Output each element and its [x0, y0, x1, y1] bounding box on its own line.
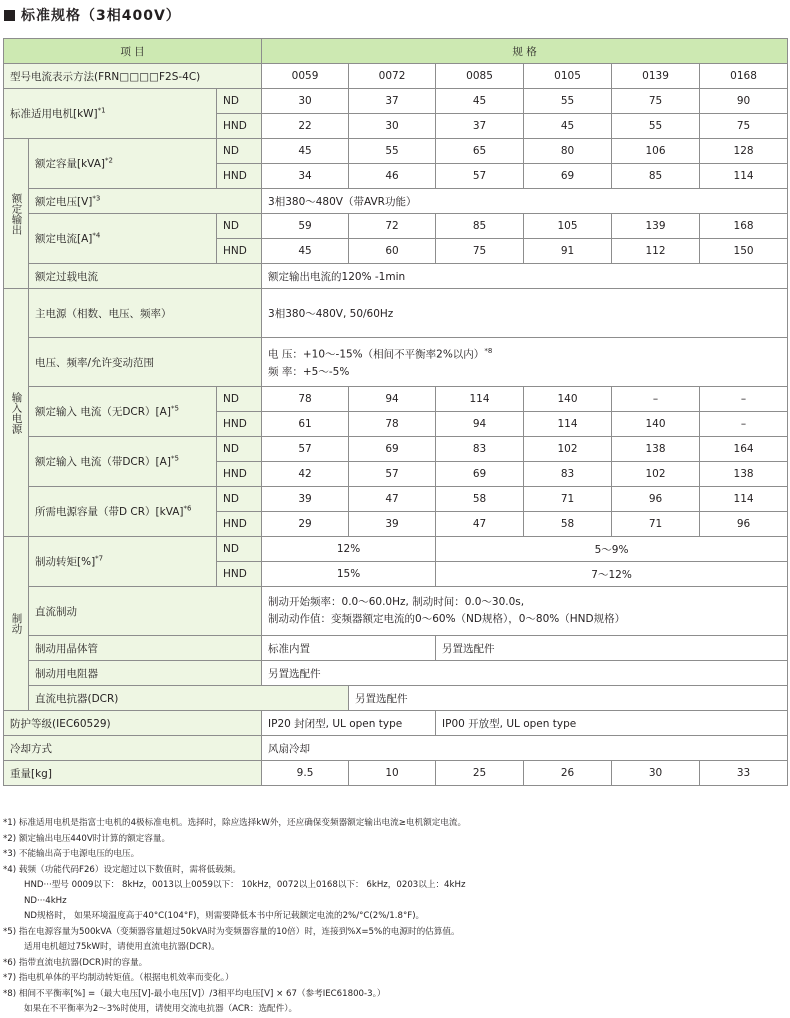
dcr-label: 直流电抗器(DCR) [29, 686, 349, 711]
footnote: *6) 指带直流电抗器(DCR)时的容量。 [3, 957, 148, 968]
title-square-icon [4, 10, 15, 21]
header-item: 项 目 [4, 39, 262, 64]
footnote: *5) 指在电源容量为500kVA（变频器容量超过50kVA时为变频器容量的10倍）时，连接到%X=5%的电源时的估算值。 [3, 926, 460, 937]
model-label: 型号电流表示方法(FRN□□□□F2S-4C) [4, 64, 262, 89]
table-cell: 30 [349, 114, 436, 139]
table-cell: 106 [612, 139, 700, 164]
table-cell: – [612, 387, 700, 412]
nd-label: ND [217, 487, 262, 512]
table-row [4, 189, 788, 214]
table-cell: 114 [436, 387, 524, 412]
model-cell: 0085 [436, 64, 524, 89]
table-cell: 12% [262, 537, 436, 562]
table-cell: 140 [524, 387, 612, 412]
table-row [4, 636, 788, 661]
table-cell: 105 [524, 214, 612, 239]
hnd-label: HND [217, 239, 262, 264]
table-cell: – [700, 412, 788, 437]
table-row [4, 686, 788, 711]
table-cell: 69 [524, 164, 612, 189]
transistor-value-b: 另置选配件 [436, 636, 788, 661]
table-cell: 114 [700, 164, 788, 189]
table-cell: 69 [436, 462, 524, 487]
table-row [4, 264, 788, 289]
table-cell: 34 [262, 164, 349, 189]
table-row [4, 487, 788, 512]
table-row [4, 139, 788, 164]
table-row [4, 387, 788, 412]
table-cell: 102 [612, 462, 700, 487]
group-input-label: 输入电源 [4, 289, 29, 537]
table-cell: – [700, 387, 788, 412]
table-cell: 164 [700, 437, 788, 462]
nd-label: ND [217, 139, 262, 164]
table-cell: 59 [262, 214, 349, 239]
table-cell: 29 [262, 512, 349, 537]
table-cell: 96 [700, 512, 788, 537]
table-cell: 33 [700, 761, 788, 786]
nd-label: ND [217, 89, 262, 114]
table-cell: 45 [524, 114, 612, 139]
hnd-label: HND [217, 512, 262, 537]
table-cell: 80 [524, 139, 612, 164]
table-cell: 9.5 [262, 761, 349, 786]
table-cell: 96 [612, 487, 700, 512]
motor-label: 标准适用电机[kW]$^{*1}$ [4, 89, 217, 139]
dcr-value: 另置选配件 [349, 686, 788, 711]
footnote: 适用电机超过75kW时，请使用直流电抗器(DCR)。 [24, 942, 220, 952]
table-cell: 168 [700, 214, 788, 239]
table-cell: 71 [612, 512, 700, 537]
in-no-dcr-label: 额定输入 电流（无$DCR)[A]^{*5}$ [29, 387, 217, 437]
table-row [4, 214, 788, 239]
table-cell: 47 [349, 487, 436, 512]
current-label: 额定电流$[A]^{*4}$ [29, 214, 217, 264]
table-cell: 25 [436, 761, 524, 786]
table-cell: 37 [349, 89, 436, 114]
table-cell: 37 [436, 114, 524, 139]
table-row [4, 736, 788, 761]
table-cell: 55 [524, 89, 612, 114]
footnote: *8) 相间不平衡率[%] =（最大电压[V]-最小电压[V]）/3相平均电压[V] × 67（参考IEC61800-3。） [3, 988, 386, 999]
in-dcr-label: 额定输入 电流（带$DCR)[A]^{*5}$ [29, 437, 217, 487]
hnd-label: HND [217, 114, 262, 139]
table-cell: 30 [612, 761, 700, 786]
variation-value: 电 压：+10～-15%（相间不平衡率2%以内）$^{*8}$ 频 率：+5～-5% [262, 338, 788, 387]
table-cell: 60 [349, 239, 436, 264]
footnote: *1) 标准适用电机是指富士电机的4极标准电机。选择时，除应选择kW外，还应确保变频器额定输出电流≥电机额定电流。 [3, 818, 467, 828]
footnote: HND···型号 0009以下： 8kHz，0013以上0059以下： 10kHz，0072以上0168以下： 6kHz，0203以上：4kHz [24, 880, 466, 890]
table-cell: 138 [612, 437, 700, 462]
table-cell: 138 [700, 462, 788, 487]
table-cell: 7～12% [436, 562, 788, 587]
hnd-label: HND [217, 562, 262, 587]
table-cell: 15% [262, 562, 436, 587]
model-cell: 0105 [524, 64, 612, 89]
table-cell: 26 [524, 761, 612, 786]
table-cell: 58 [524, 512, 612, 537]
table-cell: 47 [436, 512, 524, 537]
voltage-value: 3相380～480V（带AVR功能） [262, 189, 788, 214]
nd-label: ND [217, 537, 262, 562]
protection-value-a: IP20 封闭型, UL open type [262, 711, 436, 736]
table-cell: 140 [612, 412, 700, 437]
hnd-label: HND [217, 462, 262, 487]
variation-line2: 频 率：+5～-5% [268, 365, 350, 378]
dc-brake-line2: 制动动作值：变频器额定电流的0～60%（ND规格），0～80%（HND规格） [268, 613, 626, 625]
dc-brake-value [262, 587, 788, 636]
variation-label: 电压、频率/允许变动范围 [29, 338, 262, 387]
table-row [4, 338, 788, 387]
footnotes [3, 816, 787, 1018]
table-cell: 55 [349, 139, 436, 164]
model-cell: 0072 [349, 64, 436, 89]
table-cell: 78 [262, 387, 349, 412]
resistor-value: 另置选配件 [262, 661, 788, 686]
hnd-label: HND [217, 412, 262, 437]
table-cell: 150 [700, 239, 788, 264]
table-cell: 5～9% [436, 537, 788, 562]
table-cell: 22 [262, 114, 349, 139]
dc-brake-line1: 制动开始频率：0.0～60.0Hz, 制动时间：0.0～30.0s, [268, 596, 525, 608]
table-row [4, 537, 788, 562]
overload-value: 额定输出电流的120% -1min [262, 264, 788, 289]
spec-table [3, 38, 788, 786]
table-cell: 94 [349, 387, 436, 412]
protection-label: 防护等级(IEC60529) [4, 711, 262, 736]
torque-label: 制动转矩[%]$^{*7}$ [29, 537, 217, 587]
table-cell: 94 [436, 412, 524, 437]
dc-brake-label: 直流制动 [29, 587, 262, 636]
table-cell: 71 [524, 487, 612, 512]
resistor-label: 制动用电阻器 [29, 661, 262, 686]
table-cell: 85 [612, 164, 700, 189]
group-brake-label: 制动 [4, 537, 29, 711]
table-row [4, 437, 788, 462]
table-row [4, 711, 788, 736]
table-cell: 85 [436, 214, 524, 239]
table-cell: 112 [612, 239, 700, 264]
footnote: ND···4kHz [24, 895, 67, 906]
main-power-label: 主电源（相数、电压、频率） [29, 289, 262, 338]
table-cell: 90 [700, 89, 788, 114]
cooling-label: 冷却方式 [4, 736, 262, 761]
table-cell: 78 [349, 412, 436, 437]
table-row [4, 587, 788, 636]
weight-label: 重量[kg] [4, 761, 262, 786]
table-row [4, 761, 788, 786]
header-spec: 规 格 [262, 39, 788, 64]
model-row [4, 64, 788, 89]
group-output-label: 额定输出 [4, 139, 29, 289]
table-cell: 45 [262, 239, 349, 264]
table-cell: 91 [524, 239, 612, 264]
page-title-text: 标准规格（3相400V） [21, 8, 181, 24]
table-row [4, 289, 788, 338]
hnd-label: HND [217, 164, 262, 189]
table-cell: 69 [349, 437, 436, 462]
protection-value-b: IP00 开放型, UL open type [436, 711, 788, 736]
capacity-label: 额定容量[kVA]$^{*2}$ [29, 139, 217, 189]
table-cell: 57 [262, 437, 349, 462]
footnote: 如果在不平衡率为2～3%时使用，请使用交流电抗器（ACR：选配件）。 [24, 1004, 298, 1014]
footnote: *2) 额定输出电压440V时计算的额定容量。 [3, 833, 171, 844]
table-row [4, 661, 788, 686]
table-cell: 83 [436, 437, 524, 462]
table-cell: 39 [349, 512, 436, 537]
table-cell: 61 [262, 412, 349, 437]
cooling-value: 风扇冷却 [262, 736, 788, 761]
table-header-row [4, 39, 788, 64]
table-cell: 39 [262, 487, 349, 512]
overload-label: 额定过载电流 [29, 264, 262, 289]
table-cell: 114 [700, 487, 788, 512]
table-cell: 128 [700, 139, 788, 164]
table-cell: 102 [524, 437, 612, 462]
footnote: *3) 不能输出高于电源电压的电压。 [3, 849, 140, 859]
footnote: *7) 指电机单体的平均制动转矩值。（根据电机效率而变化。） [3, 973, 234, 983]
table-cell: 57 [436, 164, 524, 189]
req-cap-label: 所需电源容量（带D CR）[kVA]$^{*6}$ [29, 487, 217, 537]
table-cell: 72 [349, 214, 436, 239]
table-row [4, 89, 788, 114]
voltage-label: 额定电压$[V]^{*3}$ [29, 189, 262, 214]
table-cell: 65 [436, 139, 524, 164]
table-cell: 75 [612, 89, 700, 114]
table-cell: 42 [262, 462, 349, 487]
table-cell: 83 [524, 462, 612, 487]
table-cell: 75 [436, 239, 524, 264]
table-cell: 45 [436, 89, 524, 114]
variation-line1: 电 压：+10～-15%（相间不平衡率2%以内） [268, 348, 485, 361]
nd-label: ND [217, 387, 262, 412]
model-cell: 0139 [612, 64, 700, 89]
table-cell: 30 [262, 89, 349, 114]
main-power-value: 3相380～480V, 50/60Hz [262, 289, 788, 338]
table-cell: 58 [436, 487, 524, 512]
transistor-value-a: 标准内置 [262, 636, 436, 661]
model-cell: 0059 [262, 64, 349, 89]
transistor-label: 制动用晶体管 [29, 636, 262, 661]
model-cell: 0168 [700, 64, 788, 89]
table-cell: 55 [612, 114, 700, 139]
footnote: ND规格时， 如果环境温度高于40°C(104°F)，则需要降低本书中所记载额定电流的2%/°C(2%/1.8°F)。 [24, 911, 425, 921]
table-cell: 45 [262, 139, 349, 164]
table-cell: 46 [349, 164, 436, 189]
table-cell: 75 [700, 114, 788, 139]
table-cell: 57 [349, 462, 436, 487]
footnote: *4) 载频（功能代码F26）设定超过以下数值时，需将低载频。 [3, 864, 241, 875]
nd-label: ND [217, 437, 262, 462]
table-cell: 139 [612, 214, 700, 239]
table-cell: 114 [524, 412, 612, 437]
table-cell: 10 [349, 761, 436, 786]
nd-label: ND [217, 214, 262, 239]
page-title [4, 4, 181, 26]
